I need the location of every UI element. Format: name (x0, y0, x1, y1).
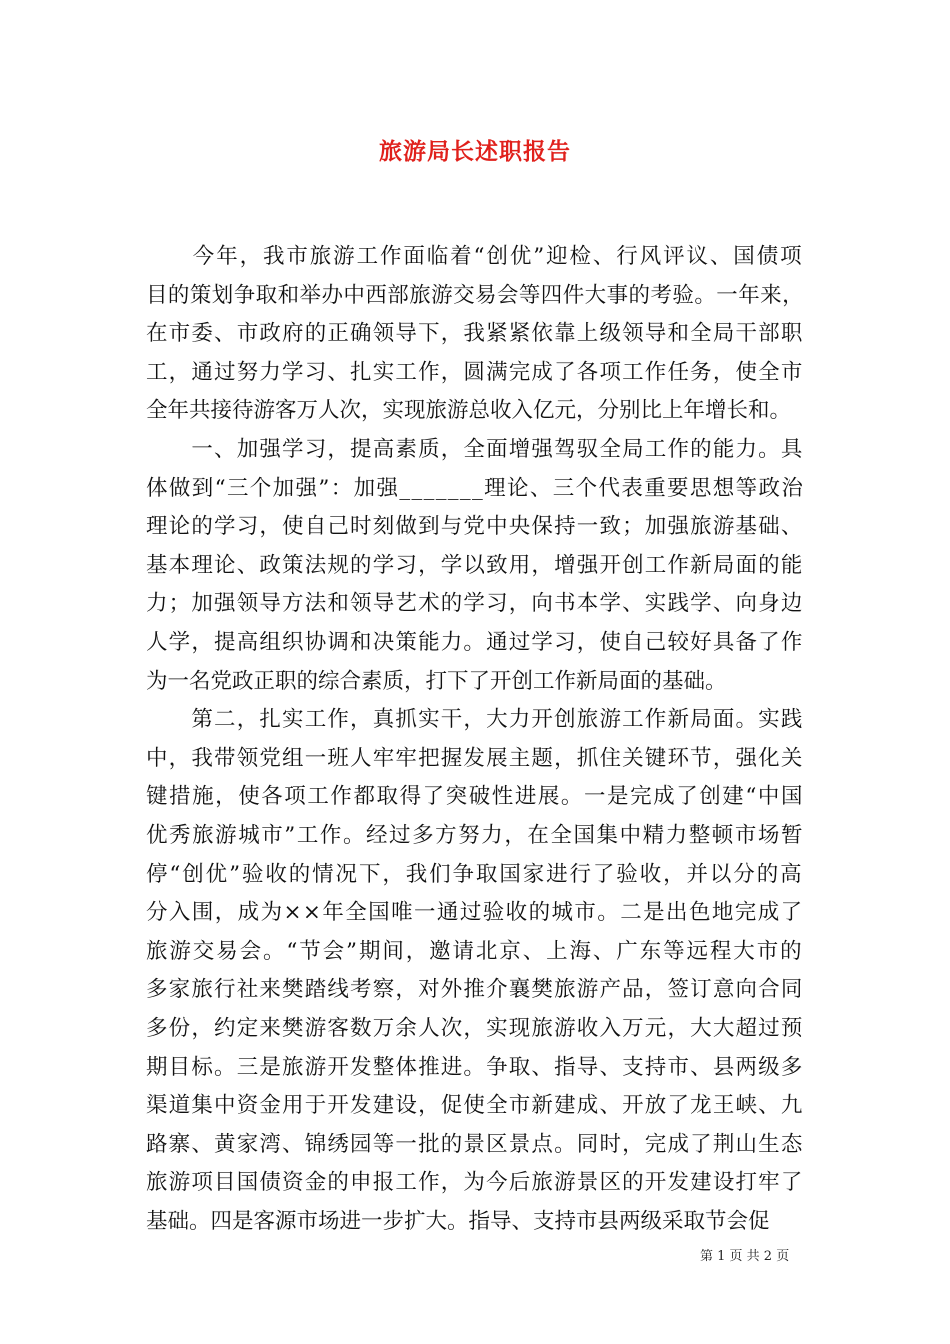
body-line: 理论的学习，使自己时刻做到与党中央保持一致；加强旅游基础、 (146, 514, 804, 540)
body-line: 工，通过努力学习、扎实工作，圆满完成了各项工作任务，使全市 (146, 359, 804, 385)
body-line: 停“创优”验收的情况下，我们争取国家进行了验收，并以分的高 (146, 861, 804, 887)
body-line: 期目标。三是旅游开发整体推进。争取、指导、支持市、县两级多 (146, 1054, 804, 1080)
body-line: 体做到“三个加强”：加强_______理论、三个代表重要思想等政治 (146, 475, 805, 501)
body-line: 键措施，使各项工作都取得了突破性进展。一是完成了创建“中国 (146, 784, 804, 810)
body-line: 基础。四是客源市场进一步扩大。指导、支持市县两级采取节会促 (146, 1209, 770, 1234)
body-line: 多家旅行社来樊踏线考察，对外推介襄樊旅游产品，签订意向合同 (146, 977, 804, 1003)
page-number: 第 1 页 共 2 页 (700, 1249, 790, 1264)
body-line: 优秀旅游城市”工作。经过多方努力，在全国集中精力整顿市场暂 (146, 823, 804, 848)
body-line: 渠道集中资金用于开发建设，促使全市新建成、开放了龙王峡、九 (146, 1093, 804, 1119)
body-line: 旅游交易会。“节会”期间，邀请北京、上海、广东等远程大市的 (146, 938, 804, 964)
body-line: 第二，扎实工作，真抓实干，大力开创旅游工作新局面。实践 (146, 707, 804, 733)
body-line: 中，我带领党组一班人牢牢把握发展主题，抓住关键环节，强化关 (146, 745, 804, 771)
body-line: 多份，约定来樊游客数万余人次，实现旅游收入万元，大大超过预 (146, 1016, 804, 1041)
document-title: 旅游局长述职报告 (379, 138, 571, 165)
body-line: 分入围，成为××年全国唯一通过验收的城市。二是出色地完成了 (146, 900, 804, 926)
body-line: 为一名党政正职的综合素质，打下了开创工作新局面的基础。 (146, 668, 727, 694)
body-line: 全年共接待游客万人次，实现旅游总收入亿元，分别比上年增长和。 (146, 398, 792, 424)
body-line: 基本理论、政策法规的学习，学以致用，增强开创工作新局面的能 (146, 552, 804, 578)
body-line: 在市委、市政府的正确领导下，我紧紧依靠上级领导和全局干部职 (146, 321, 804, 347)
body-line: 路寨、黄家湾、锦绣园等一批的景区景点。同时，完成了荆山生态 (146, 1131, 804, 1157)
body-line: 力；加强领导方法和领导艺术的学习，向书本学、实践学、向身边 (146, 591, 804, 617)
body-line: 旅游项目国债资金的申报工作，为今后旅游景区的开发建设打牢了 (146, 1170, 804, 1196)
body-line: 人学，提高组织协调和决策能力。通过学习，使自己较好具备了作 (146, 630, 804, 655)
body-line: 一、加强学习，提高素质，全面增强驾驭全局工作的能力。具 (146, 437, 804, 462)
body-line: 目的策划争取和举办中西部旅游交易会等四件大事的考验。一年来， (146, 282, 805, 308)
body-line: 今年，我市旅游工作面临着“创优”迎检、行风评议、国债项 (146, 244, 804, 269)
